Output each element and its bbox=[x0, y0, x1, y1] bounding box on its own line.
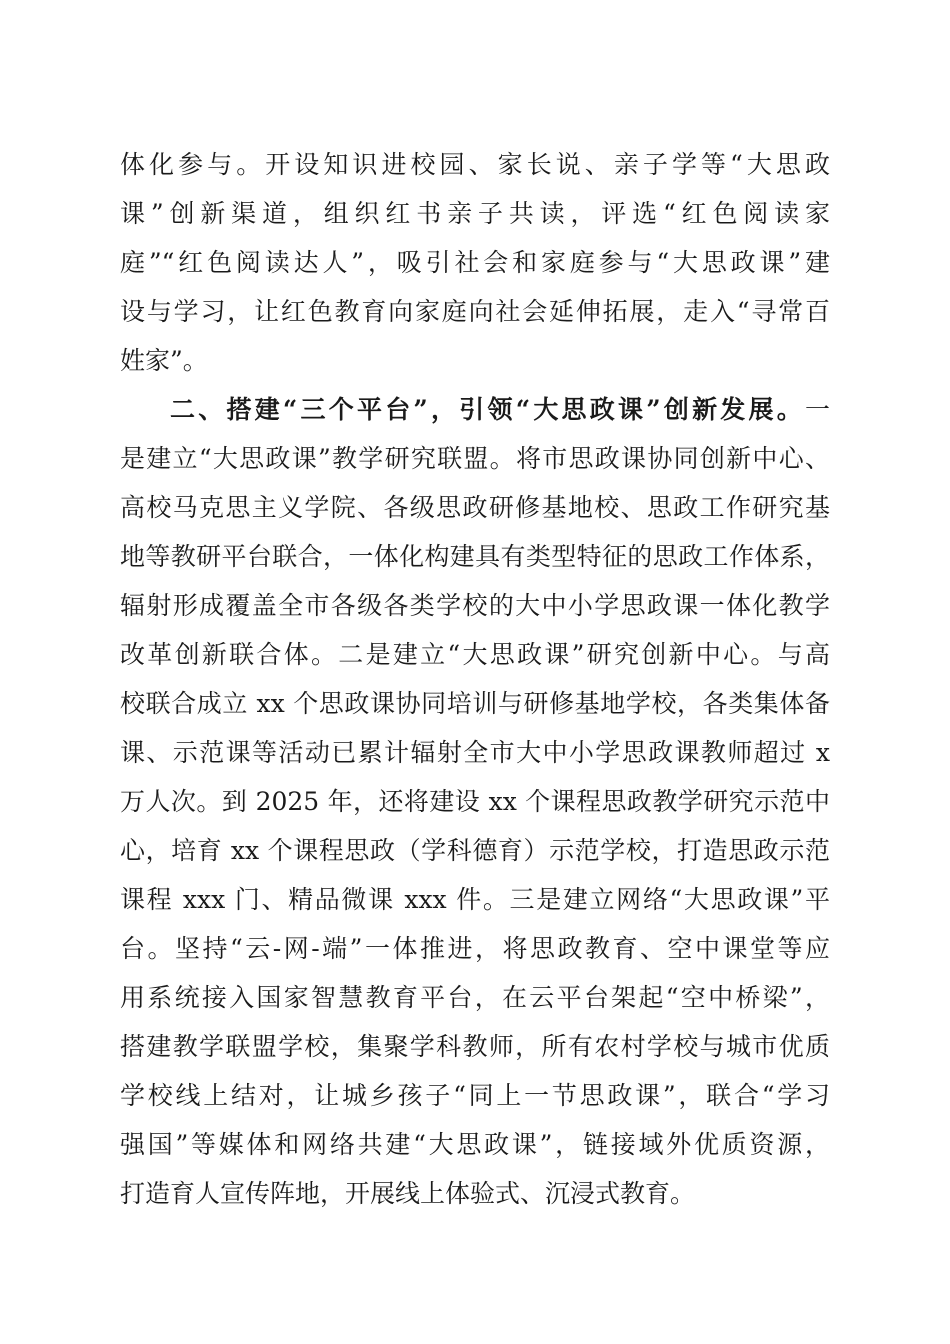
text-line: 是建立“大思政课”教学研究联盟。将市思政课协同创新中心、 bbox=[120, 444, 830, 473]
text-line: 搭建教学联盟学校，集聚学科教师，所有农村学校与城市优质 bbox=[120, 1032, 830, 1061]
text-line: 打造育人宣传阵地，开展线上体验式、沉浸式教育。 bbox=[120, 1179, 696, 1208]
paragraph-heading-line bbox=[120, 385, 830, 434]
text-line-tail: 一 bbox=[804, 395, 830, 424]
text-line: 课、示范课等活动已累计辐射全市大中小学思政课教师超过 x bbox=[120, 738, 830, 767]
text-line: 地等教研平台联合，一体化构建具有类型特征的思政工作体系， bbox=[120, 542, 830, 571]
text-line: 心，培育 xx 个课程思政（学科德育）示范学校，打造思政示范 bbox=[120, 836, 830, 865]
text-line: 万人次。到 2025 年，还将建设 xx 个课程思政教学研究示范中 bbox=[120, 787, 830, 816]
paragraph-2 bbox=[120, 385, 830, 1218]
text-line: 强国”等媒体和网络共建“大思政课”，链接域外优质资源， bbox=[120, 1130, 830, 1159]
text-line: 辐射形成覆盖全市各级各类学校的大中小学思政课一体化教学 bbox=[120, 591, 830, 620]
text-line: 学校线上结对，让城乡孩子“同上一节思政课”，联合“学习 bbox=[120, 1081, 830, 1110]
text-line: 课程 xxx 门、精品微课 xxx 件。三是建立网络“大思政课”平 bbox=[120, 885, 830, 914]
section-heading: 二、搭建“三个平台”，引领“大思政课”创新发展。 bbox=[170, 395, 805, 424]
text-line: 改革创新联合体。二是建立“大思政课”研究创新中心。与高 bbox=[120, 640, 830, 669]
text-line: 校联合成立 xx 个思政课协同培训与研修基地学校，各类集体备 bbox=[120, 689, 830, 718]
text-line: 体化参与。开设知识进校园、家长说、亲子学等“大思政 bbox=[120, 150, 830, 179]
text-line: 用系统接入国家智慧教育平台，在云平台架起“空中桥梁”， bbox=[120, 983, 830, 1012]
paragraph-1 bbox=[120, 140, 830, 385]
text-line: 课”创新渠道，组织红书亲子共读，评选“红色阅读家 bbox=[120, 199, 830, 228]
text-line: 设与学习，让红色教育向家庭向社会延伸拓展，走入“寻常百 bbox=[120, 297, 830, 326]
text-line: 台。坚持“云-网-端”一体推进，将思政教育、空中课堂等应 bbox=[120, 934, 830, 963]
text-line: 庭”“红色阅读达人”，吸引社会和家庭参与“大思政课”建 bbox=[120, 248, 830, 277]
text-line: 高校马克思主义学院、各级思政研修基地校、思政工作研究基 bbox=[120, 493, 830, 522]
document-page bbox=[120, 140, 830, 1218]
text-line: 姓家”。 bbox=[120, 346, 208, 375]
